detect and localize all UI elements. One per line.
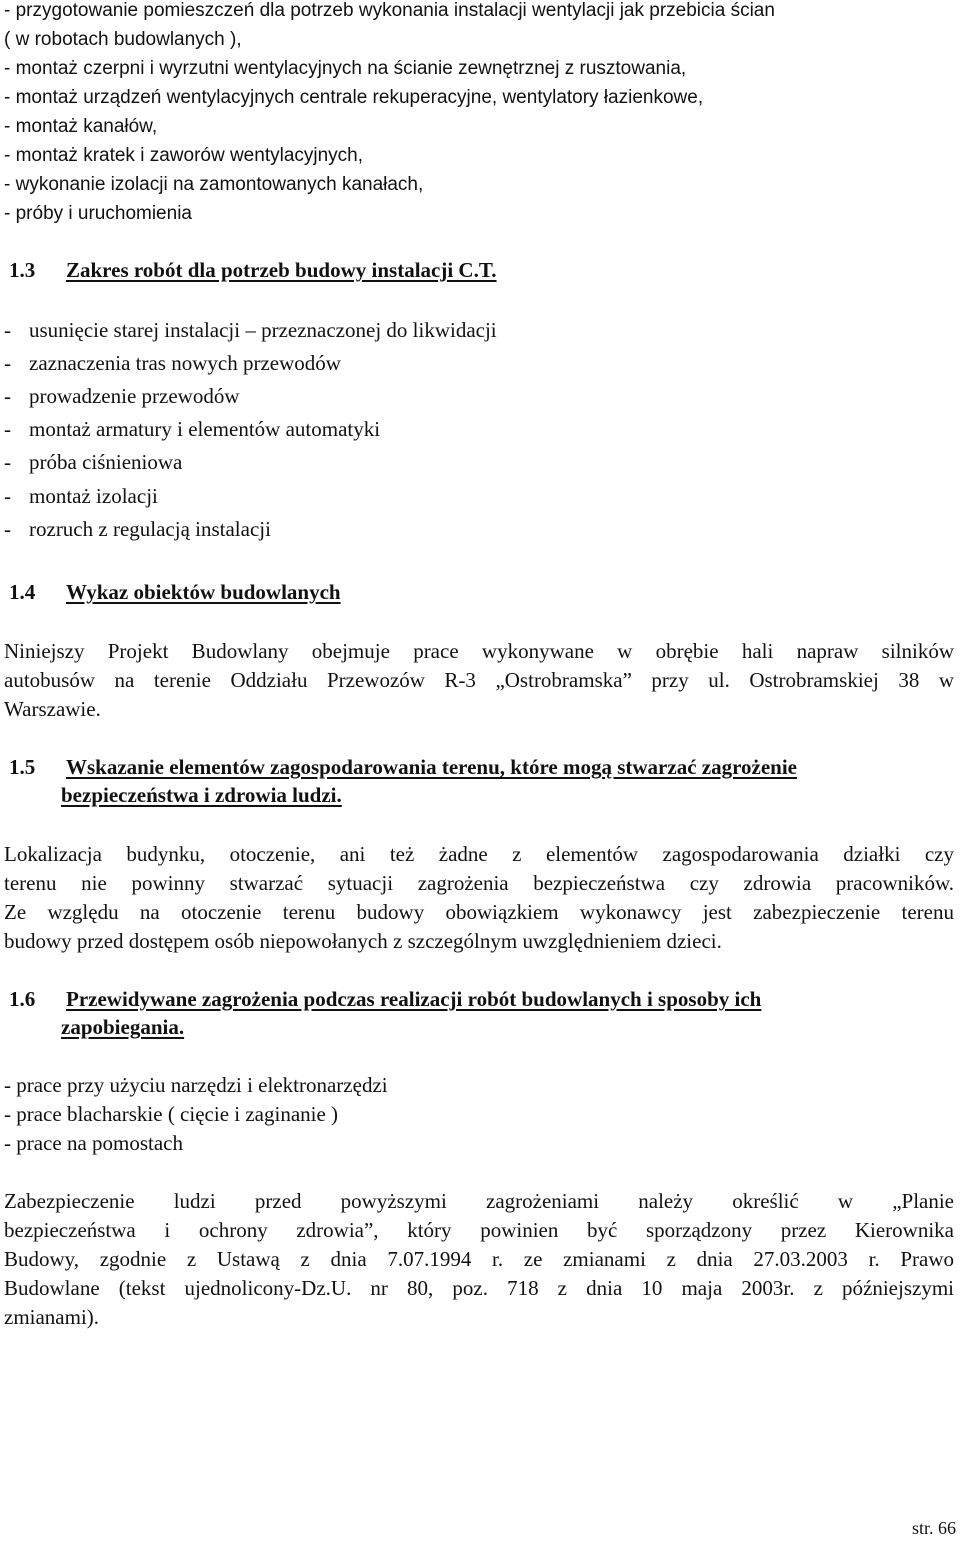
list-item: - próby i uruchomienia xyxy=(4,203,192,224)
section-number: 1.4 xyxy=(9,580,36,604)
paragraph-line: Niniejszy Projekt Budowlany obejmuje prace wykonywane w obrębie hali napraw silników xyxy=(4,639,954,663)
page-number: str. 66 xyxy=(911,1518,956,1538)
section-title: Wskazanie elementów zagospodarowania terenu, które mogą stwarzać zagrożenie xyxy=(66,755,798,779)
section-title: Zakres robót dla potrzeb budowy instalacji C.T. xyxy=(66,258,497,282)
paragraph-line: zmianami). xyxy=(4,1305,100,1329)
section-heading-1-3 xyxy=(4,258,497,282)
section-title: Przewidywane zagrożenia podczas realizacji robót budowlanych i sposoby ich xyxy=(66,987,762,1011)
list-item: - prace blacharskie ( cięcie i zaginanie ) xyxy=(4,1102,339,1126)
section-title-continued: bezpieczeństwa i zdrowia ludzi. xyxy=(61,783,342,807)
section-heading-1-5 xyxy=(4,755,797,779)
list-item: - montaż armatury i elementów automatyki xyxy=(4,417,381,441)
paragraph-line: Budowlane (tekst ujednolicony-Dz.U. nr 80, poz. 718 z dnia 10 maja 2003r. z późniejszymi xyxy=(4,1276,954,1300)
paragraph-line: terenu nie powinny stwarzać sytuacji zagrożenia bezpieczeństwa czy zdrowia pracowników. xyxy=(4,871,954,895)
list-item: - montaż kratek i zaworów wentylacyjnych, xyxy=(4,145,364,166)
list-item: - montaż izolacji xyxy=(4,484,158,508)
list-item: - rozruch z regulacją instalacji xyxy=(4,517,271,541)
paragraph-line: Warszawie. xyxy=(4,697,101,721)
paragraph-line: autobusów na terenie Oddziału Przewozów R-3 „Ostrobramska” przy ul. Ostrobramskiej 38 w xyxy=(4,668,954,692)
list-item: - usunięcie starej instalacji – przeznaczonej do likwidacji xyxy=(4,318,497,342)
list-item: - prowadzenie przewodów xyxy=(4,384,240,408)
paragraph-line: budowy przed dostępem osób niepowołanych z szczególnym uwzględnieniem dzieci. xyxy=(4,929,722,953)
list-item: - wykonanie izolacji na zamontowanych kanałach, xyxy=(4,174,424,195)
section-number: 1.3 xyxy=(9,258,36,282)
paragraph-line: Zabezpieczenie ludzi przed powyższymi zagrożeniami należy określić w „Planie xyxy=(4,1189,954,1213)
list-item: - próba ciśnieniowa xyxy=(4,450,183,474)
section-heading-1-6 xyxy=(4,987,761,1011)
list-item: - montaż czerpni i wyrzutni wentylacyjnych na ścianie zewnętrznej z rusztowania, xyxy=(4,58,687,79)
list-item: - montaż urządzeń wentylacyjnych centrale rekuperacyjne, wentylatory łazienkowe, xyxy=(4,87,704,108)
list-item: ( w robotach budowlanych ), xyxy=(4,29,242,50)
paragraph-line: Ze względu na otoczenie terenu budowy obowiązkiem wykonawcy jest zabezpieczenie terenu xyxy=(4,900,954,924)
list-item: - montaż kanałów, xyxy=(4,116,158,137)
section-title: Wykaz obiektów budowlanych xyxy=(66,580,341,604)
list-item: - prace przy użyciu narzędzi i elektronarzędzi xyxy=(4,1073,388,1097)
section-number: 1.6 xyxy=(9,987,36,1011)
section-heading-1-4 xyxy=(4,580,341,604)
list-item: - zaznaczenia tras nowych przewodów xyxy=(4,351,341,375)
paragraph-line: Lokalizacja budynku, otoczenie, ani też żadne z elementów zagospodarowania działki czy xyxy=(4,842,954,866)
paragraph-line: Budowy, zgodnie z Ustawą z dnia 7.07.1994 r. ze zmianami z dnia 27.03.2003 r. Prawo xyxy=(4,1247,954,1271)
paragraph-line: bezpieczeństwa i ochrony zdrowia”, który powinien być sporządzony przez Kierownika xyxy=(4,1218,954,1242)
list-item: - przygotowanie pomieszczeń dla potrzeb wykonania instalacji wentylacji jak przebicia ścian xyxy=(4,0,775,21)
list-item: - prace na pomostach xyxy=(4,1131,184,1155)
section-title-continued: zapobiegania. xyxy=(61,1015,185,1039)
section-number: 1.5 xyxy=(9,755,36,779)
